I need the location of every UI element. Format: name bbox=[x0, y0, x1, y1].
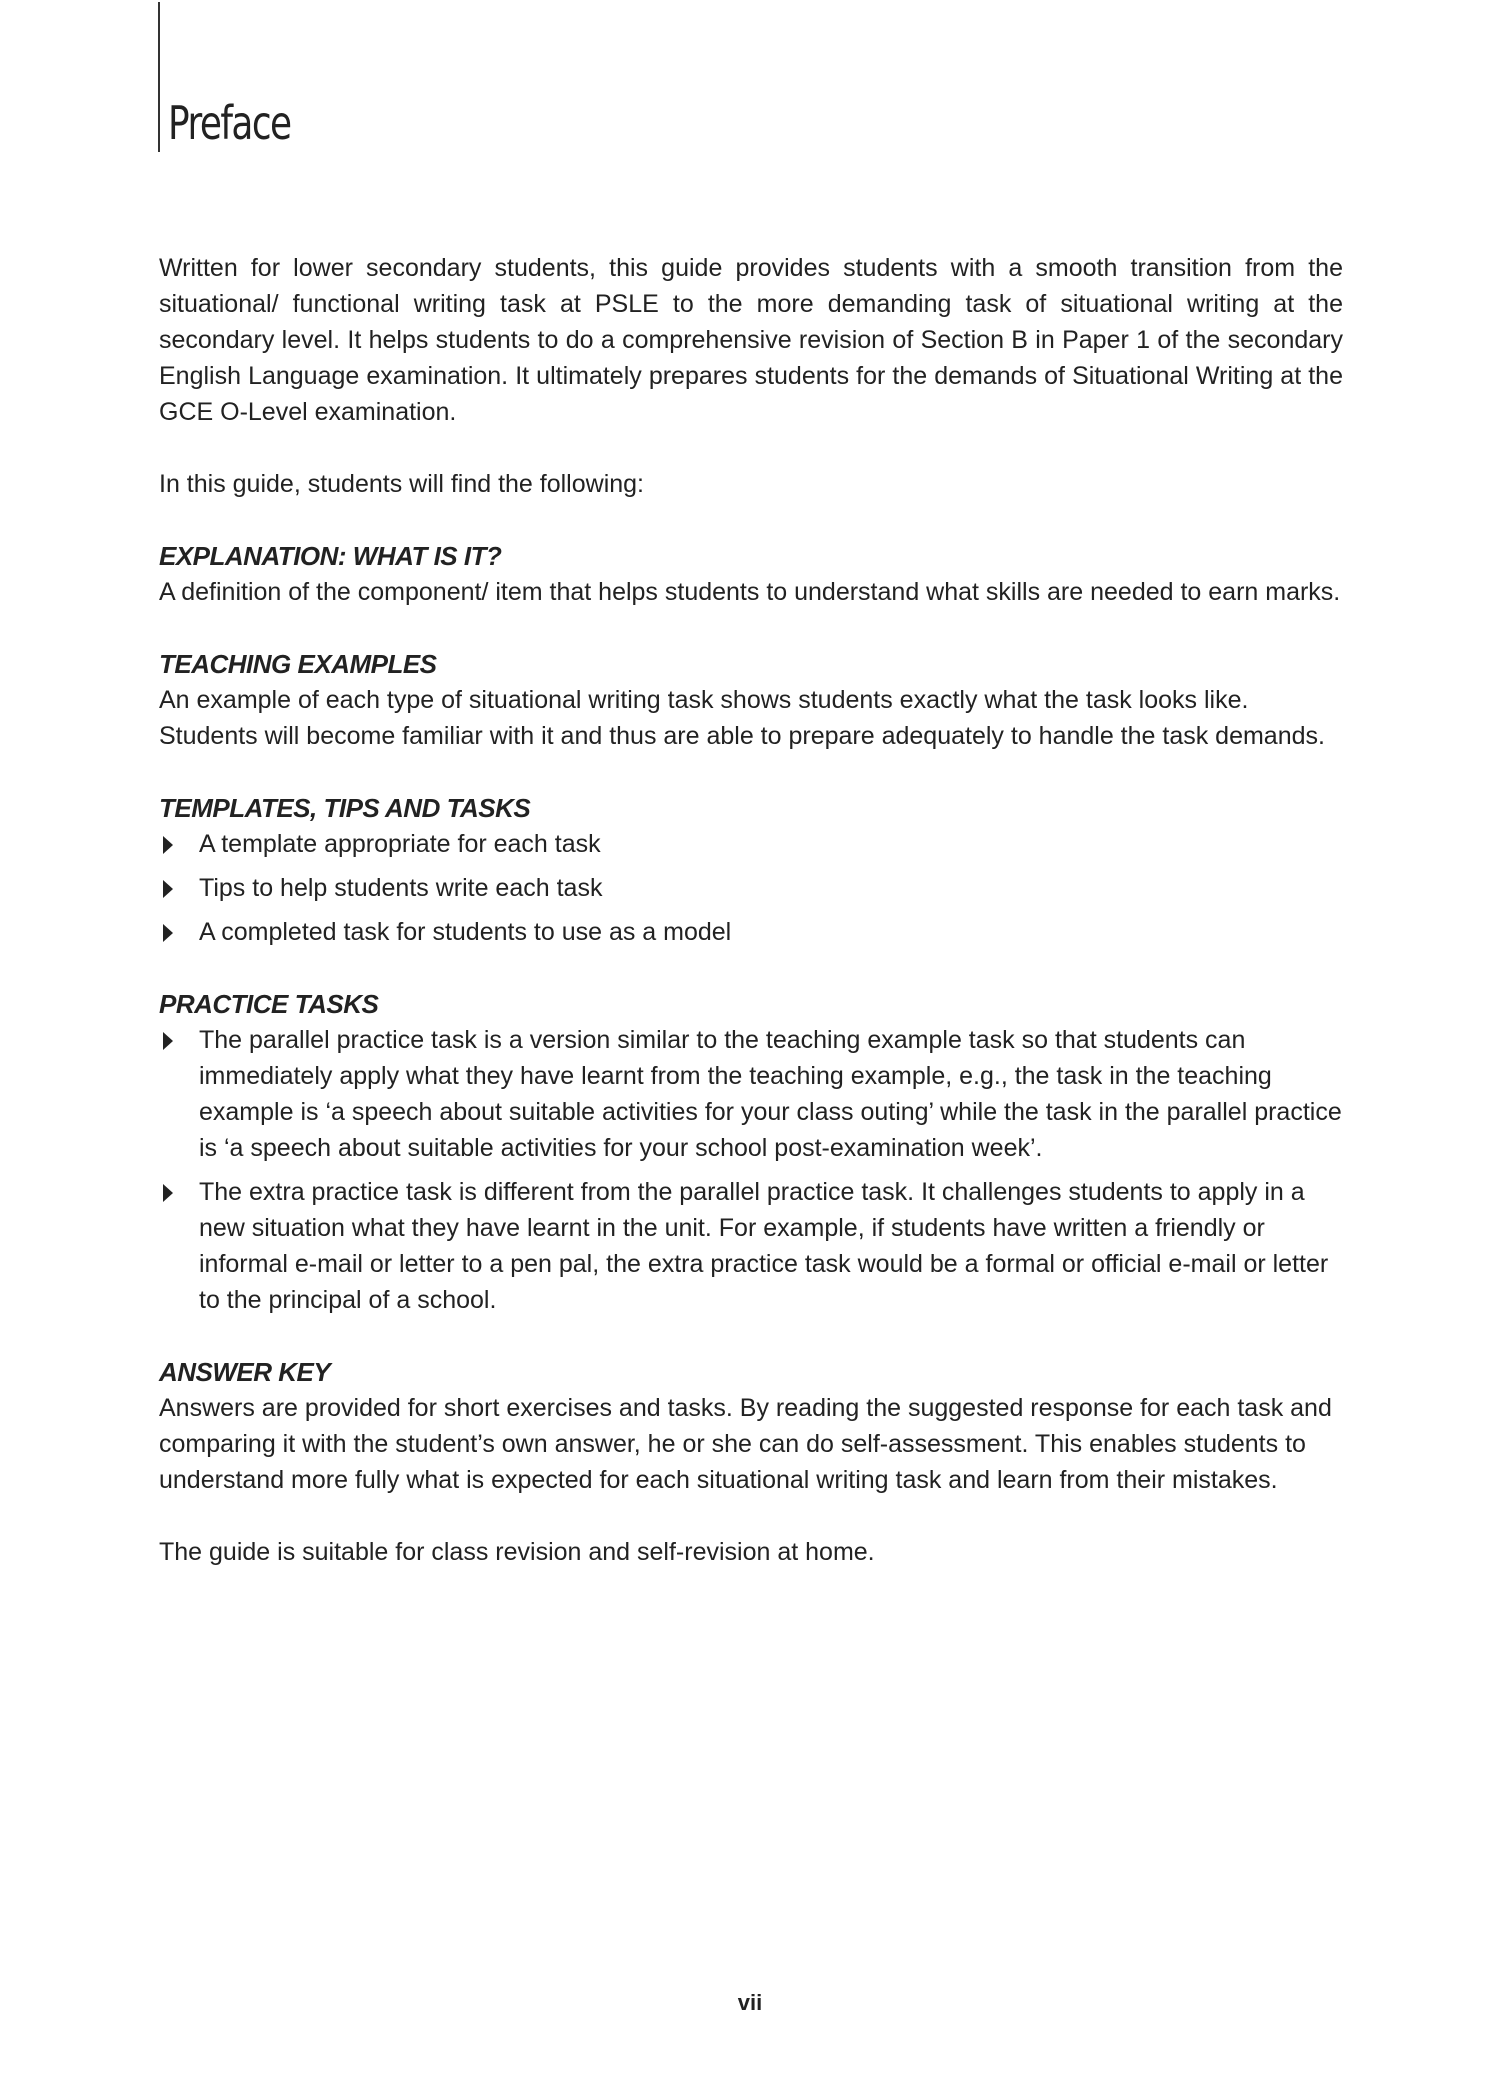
triangle-right-bullet-icon bbox=[163, 880, 173, 898]
section-heading: PRACTICE TASKS bbox=[159, 989, 379, 1019]
bullet-list bbox=[159, 826, 1343, 950]
section-body: An example of each type of situational writing task shows students exactly what the task looks like. Students will become familiar with it and thus are able to prepare adequately to handle the task demands. bbox=[159, 686, 1325, 750]
intro-lead: In this guide, students will find the following: bbox=[159, 470, 644, 498]
preface-content bbox=[159, 250, 1343, 1570]
triangle-right-bullet-icon bbox=[163, 1032, 173, 1050]
title-vertical-rule bbox=[158, 2, 160, 152]
list-item bbox=[159, 1022, 1343, 1166]
list-item bbox=[159, 1174, 1343, 1318]
triangle-right-bullet-icon bbox=[163, 836, 173, 854]
page-number: vii bbox=[737, 1990, 763, 2015]
bullet-list bbox=[159, 1022, 1343, 1318]
list-item-text: Tips to help students write each task bbox=[199, 874, 603, 902]
list-item bbox=[159, 870, 1343, 906]
list-item-text: The extra practice task is different from the parallel practice task. It challenges students to apply in a new situation what they have learnt in the unit. For example, if students have written a friendly or informal e-mail or letter to a pen pal, the extra practice task would be a formal or official e-mail or letter to the principal of a school. bbox=[199, 1178, 1329, 1314]
list-item bbox=[159, 914, 1343, 950]
section-body: A definition of the component/ item that helps students to understand what skills are needed to earn marks. bbox=[159, 578, 1341, 606]
closing-paragraph: The guide is suitable for class revision and self-revision at home. bbox=[159, 1538, 875, 1566]
section-explanation bbox=[159, 538, 1343, 610]
triangle-right-bullet-icon bbox=[163, 1184, 173, 1202]
section-templates-tips-tasks bbox=[159, 790, 1343, 950]
triangle-right-bullet-icon bbox=[163, 924, 173, 942]
list-item bbox=[159, 826, 1343, 862]
intro-paragraph: Written for lower secondary students, this guide provides students with a smooth transition from the situational/ functional writing task at PSLE to the more demanding task of situational writing at the secondary level. It helps students to do a comprehensive revision of Section B in Paper 1 of the secondary English Language examination. It ultimately prepares students for the demands of Situational Writing at the GCE O-Level examination. bbox=[159, 254, 1343, 426]
section-heading: ANSWER KEY bbox=[159, 1357, 331, 1387]
page-title: Preface bbox=[168, 96, 291, 150]
section-answer-key bbox=[159, 1354, 1343, 1498]
section-heading: TEACHING EXAMPLES bbox=[159, 649, 437, 679]
list-item-text: A template appropriate for each task bbox=[199, 830, 601, 858]
section-heading: EXPLANATION: WHAT IS IT? bbox=[159, 541, 502, 571]
section-teaching-examples bbox=[159, 646, 1343, 754]
list-item-text: A completed task for students to use as a model bbox=[199, 918, 732, 946]
section-heading: TEMPLATES, TIPS AND TASKS bbox=[159, 793, 531, 823]
section-body: Answers are provided for short exercises and tasks. By reading the suggested response for each task and comparing it with the student’s own answer, he or she can do self-assessment. This enables students to understand more fully what is expected for each situational writing task and learn from their mistakes. bbox=[159, 1394, 1332, 1494]
section-practice-tasks bbox=[159, 986, 1343, 1318]
list-item-text: The parallel practice task is a version similar to the teaching example task so that students can immediately apply what they have learnt from the teaching example, e.g., the task in the teaching example is ‘a speech about suitable activities for your class outing’ while the task in the parallel practice is ‘a speech about suitable activities for your school post-examination week’. bbox=[199, 1026, 1342, 1162]
